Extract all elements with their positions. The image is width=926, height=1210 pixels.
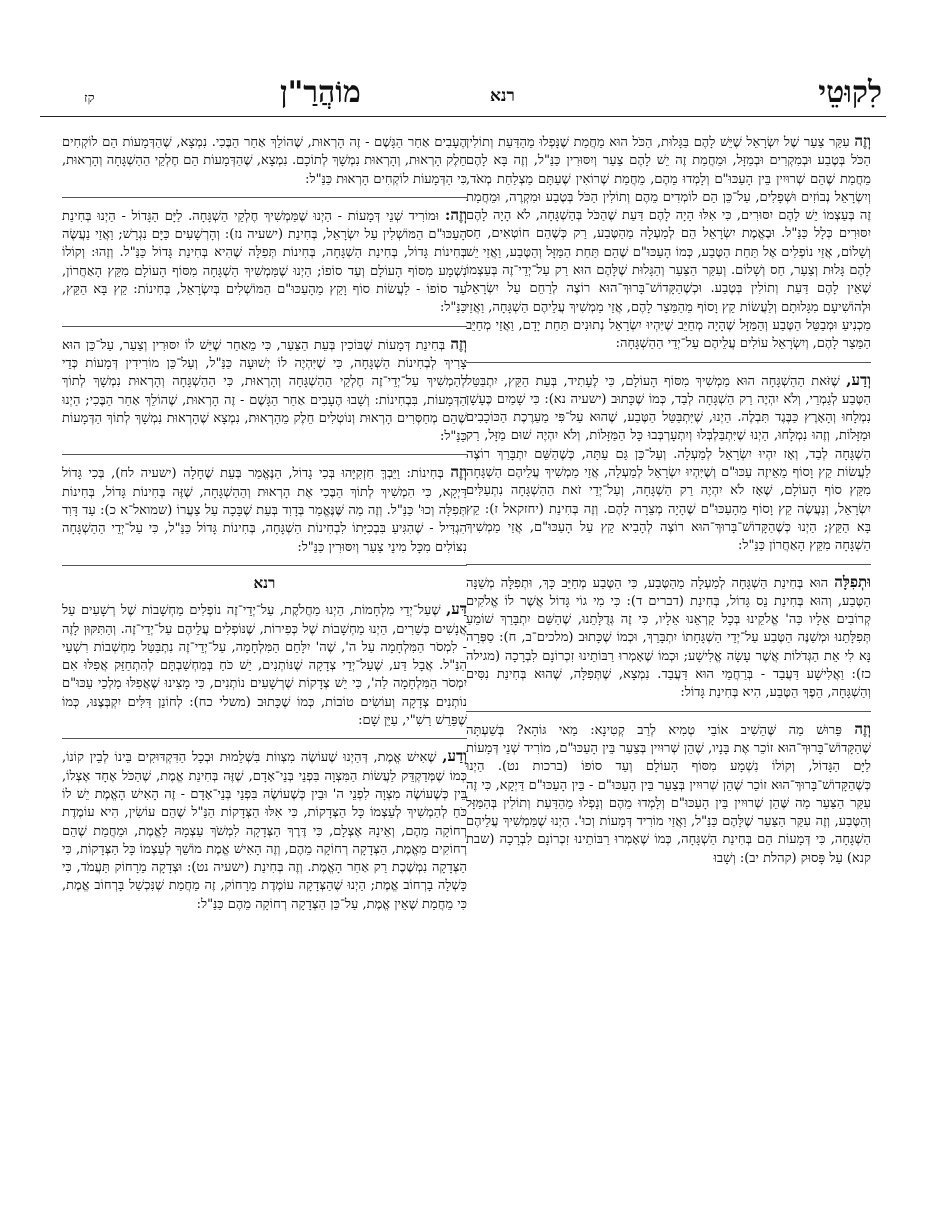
paragraph: [62, 206, 467, 318]
paragraph-lead: וְזֶה:: [444, 205, 467, 224]
paragraph-text: עִקַּר צַעַר שֶׁל יִשְׂרָאֵל שֶׁיֵּשׁ לָהֶם בַּגָּלוּת, הַכֹּל הוּא מֵחֲמַת שֶׁנָּפְלוּ מֵהַדַּעַת וְתוֹלִין הַכֹּל בְּטֶבַע וּבְמִקְרִים וּבְמַזָּל, וּמֵחֲמַת זֶה יֵשׁ לָהֶם צַעַר וְיִסּוּרִין כַּנַּ"ל, וְזֶה בָּא לָהֶם מֵחֲמַת שֶׁהֵם שְׁרוּיִין בֵּין הָעַכּוּ"ם וְלָמְדוּ מֵהֶם, מֵחֲמַת שֶׁרוֹאִין שֶׁעַתָּם מַצְלַחַת מְאֹד, וְיִשְׂרָאֵל נְבוֹזִים וּשְׁפָלִים, עַל־כֵּן הֵם לוֹמְדִים מֵהֶם וְתוֹלִין הַכֹּל בְּטֶבַע וּמִקְרֶה, וּמֵחֲמַת זֶה בְּעַצְמוֹ יֵשׁ לָהֶם יִסּוּרִים, כִּי אִלּוּ הָיָה לָהֶם דַּעַת שֶׁהַכֹּל בְּהַשְׁגָּחָה, לֹא הָיָה לָהֶם יִסּוּרִים כְּלָל כַּנַּ"ל. וּבֶאֱמֶת יִשְׂרָאֵל הֵם לְמַעְלָה מֵהַטֶּבַע, רַק כְּשֶׁהֵם חוֹטְאִים, חַס וְשָׁלוֹם, אֲזַי נוֹפְלִים אֶל תַּחַת הַטֶּבַע, כְּמוֹ הָעַכּוּ"ם שֶׁהֵם תַּחַת הַמַּזָּל וְהַטֶּבַע, וַאֲזַי יֵשׁ לָהֶם גָּלוּת וְצַעַר, חַס וְשָׁלוֹם. וְעִקַּר הַצַּעַר וְהַגָּלוּת שֶׁלָּהֶם הוּא רַק עַל־יְדֵי־זֶה בְּעַצְמוֹ שֶׁאֵין לָהֶם דַּעַת וְתוֹלִין בְּטֶבַע. וּכְשֶׁהַקָּדוֹשׁ־בָּרוּךְ־הוּא רוֹצֶה לְרַחֵם עַל יִשְׂרָאֵל וּלְהוֹשִׁיעָם מִגָּלוּתָם וְלַעֲשׂוֹת קֵץ וָסוֹף מֵהַמֵּצַר לָהֶם, אֲזַי מַמְשִׁיךְ עֲלֵיהֶם הַשְׁגָּחָה, וַאֲזַי מַכְנִיעַ וּמְבַטֵּל הַטֶּבַע וְהַמַּזָּל שֶׁהָיָה מְחַיֵּב שֶׁיִּהְיוּ יִשְׂרָאֵל נְתוּנִים תַּחַת יָדָם, וַאֲזַי מְחַיֵּב הַמֵּצַר לָהֶם, וְיִשְׂרָאֵל עוֹלִים עֲלֵיהֶם עַל־יְדֵי הַהַשְׁגָּחָה:: [466, 135, 871, 352]
paragraph-text: וּמוֹרִיד שְׁנֵי דְּמָעוֹת - הַיְנוּ שֶׁמַּמְשִׁיךְ חֶלְקֵי הַשְׁגָּחָה. לַיָּם הַגָּדוֹל - הַיְנוּ בְּחִינַת הָעַכּוּ"ם הַמּוֹשְׁלִין עַל יִשְׂרָאֵל, בְּחִינַת (ישעיה נז): וְהָרְשָׁעִים כַּיָּם נִגְרָשׁ; וַאֲזַי נַעֲשֶׂה בְּחִינוֹת גָּדוֹל, בְּחִינַת הַשְׁגָּחָה, בְּחִינוֹת תְּפִלָּה שֶׁהִיא בְּחִינַת גָּדוֹל כַּנַּ"ל. וְזֶהוּ: וְקוֹלוֹ נִשְׁמָע מִסּוֹף הָעוֹלָם וְעַד סוֹפוֹ; הַיְנוּ שֶׁמַּמְשִׁיךְ הַשְׁגָּחָה מִסּוֹף הָעוֹלָם מִקֵּץ הָאַחֲרוֹן, עַד סוֹפוֹ - לַעֲשׂוֹת סוֹף וָקֵץ מֵהָעַכּוּ"ם הַמּוֹשְׁלִים בְּיִשְׂרָאֵל, בְּחִינוֹת: קֵץ בָּא הַקֵּץ, כַּנַּ"ל:: [62, 208, 467, 316]
book-title-left: מוֹהֲרַ"ן: [280, 75, 361, 110]
paragraph-text: הֶעָבִים אַחַר הַגָּשֶׁם - זֶה הָרְאוּת, שֶׁהוֹלֵךְ אַחַר הַבֶּכִי. נִמְצָא, שֶׁהַדְּמָעוֹת הֵם לוֹקְחִים חֵלֶק הָרְאוּת, וְהָרְאוּת נִמְשָׁךְ לְתוֹכָם. נִמְצָא, שֶׁהַדְּמָעוֹת הֵם חֶלְקֵי הַהַשְׁגָּחָה וְהָרְאוּת, כִּי הַדְּמָעוֹת לוֹקְחִים הָרְאוּת כַּנַּ"ל:: [62, 135, 467, 187]
paragraph-lead: וְזֶה: [854, 132, 871, 150]
paragraph: [62, 335, 467, 447]
divider: [62, 197, 467, 198]
paragraph: [62, 600, 467, 730]
paragraph: [62, 747, 467, 914]
paragraph: [466, 132, 871, 354]
paragraph: [62, 463, 467, 556]
book-title-right: לִקוּטֵי: [818, 75, 882, 110]
page-header: [40, 70, 886, 117]
divider: [62, 454, 467, 455]
paragraph: [466, 573, 871, 703]
paragraph-lead: וְזֶה: [854, 719, 871, 738]
paragraph-lead: וְזֶה: [450, 463, 467, 482]
divider: [466, 711, 871, 712]
paragraph-text: בְּחִינוֹת: וַיֵּבְךְּ חִזְקִיָּהוּ בְּכִי גָדוֹל, הַנֶּאֱמַר בְּעֵת שֶׁחָלָה (ישעיה לח), בְּכִי גָּדוֹל דַּיְקָא, כִּי הִמְשִׁיךְ לְתוֹךְ הַבֶּכִי אֶת הָרְאוּת וְהַהַשְׁגָּחָה, שֶׁזֶּה בְּחִינוֹת גָּדוֹל, בְּחִינוֹת תְּפִלָּה וְכוּ' כַּנַּ"ל. וְזֶה מַה שֶּׁנֶּאֱמַר בְּדָוִד בְּעֵת שֶׁבָּכָה עַל צַעֲרוֹ (שמואל־א כ): עַד דָּוִד הִגְדִּיל - שֶׁהִגִּיעַ בִּבְכִיָּתוֹ לִבְחִינוֹת הַשְׁגָּחָה, בְּחִינוֹת גָּדוֹל כַּנַּ"ל, כִּי עַל־יְדֵי הַהַשְׁגָּחָה נִצּוֹלִים מִכָּל מִינֵי צַעַר וְיִסּוּרִין כַּנַּ"ל:: [62, 466, 467, 555]
paragraph-text: בְּחִינַת דְּמָעוֹת שֶׁבּוֹכִין בְּעֵת הַצַּעַר, כִּי מֵאַחַר שֶׁיֵּשׁ לוֹ יִסּוּרִין וְצַעַר, עַל־כֵּן הוּא צָרִיךְ לְבְחִינוֹת הַשְׁגָּחָה, כִּי שֶׁיִּהְיֶה לוֹ יְשׁוּעָה כַּנַּ"ל, וְעַל־כֵּן מוֹרִידִין דְּמָעוֹת כְּדֵי לְהַמְשִׁיךְ עַל־יְדֵי־זֶה חֶלְקֵי הַהַשְׁגָּחָה וְהָרְאוּת, כִּי הַהַשְׁגָּחָה וְהָרְאוּת נִמְשָׁךְ לְתוֹךְ הַדְּמָעוֹת, בִּבְחִינוֹת: וְשָׁבוּ הֶעָבִים אַחַר הַגָּשֶׁם - זֶה הָרְאוּת, שֶׁהוֹלֵךְ אַחַר הַבֶּכִי; הַיְנוּ שֶׁהֵם מְחַסְּרִים הָרְאוּת וְנוֹטְלִים חֵלֶק מֵהָרְאוּת, נִמְצָא שֶׁהָרְאוּת נִמְשָׁךְ לְתוֹךְ הַדְּמָעוֹת כַּנַּ"ל:: [62, 337, 467, 445]
paragraph-lead: וְזֶה: [450, 334, 467, 353]
paragraph-text: פֵּרוּשׁ מַה שֶּׁהֵשִׁיב אוֹבֵי טְמִיא לְרַב קְטִינָא: מַאי גּוֹהָא? בְּשַׁעְתָּה שֶׁהַקָּדוֹשׁ־בָּרוּךְ־הוּא זוֹכֵר אֶת בָּנָיו, שֶׁהֵן שְׁרוּיִין בְּצַעַר בֵּין הָעַכּוּ"ם, מוֹרִיד שְׁנֵי דְּמָעוֹת לַיָּם הַגָּדוֹל, וְקוֹלוֹ נִשְׁמָע מִסּוֹף הָעוֹלָם וְעַד סוֹפוֹ (ברכות נט). הַיְנוּ כְּשֶׁהַקָּדוֹשׁ־בָּרוּךְ־הוּא זוֹכֵר שֶׁהֵן שְׁרוּיִין בְּצַעַר בֵּין הָעַכּוּ"ם - בֵּין הָעַכּוּ"ם דַּיְקָא, כִּי זֶה עִקַּר הַצַּעַר מַה שֶּׁהֵן שְׁרוּיִין בֵּין הָעַכּוּ"ם וְלָמְדוּ מֵהֶם וְנָפְלוּ מֵהַדַּעַת וְתוֹלִין בְּהַמַּזָּל וְהַטֶּבַע, וְזֶה עִקַּר הַצַּעַר שֶׁלָּהֶם כַּנַּ"ל, וַאֲזַי מוֹרִיד דְּמָעוֹת וְכוּ'. הַיְנוּ שֶׁמַּמְשִׁיךְ עֲלֵיהֶם הַשְׁגָּחָה, כִּי דְּמָעוֹת הֵם בְּחִינַת הַשְׁגָּחָה, כְּמוֹ שֶׁאָמְרוּ רַבּוֹתֵינוּ זִכְרוֹנָם לִבְרָכָה (שבת קנא) עַל פָּסוּק (קהלת יב): וְשָׁבוּ: [466, 722, 871, 866]
paragraph-lead: דַּע,: [446, 600, 467, 619]
divider: [62, 738, 467, 739]
paragraph-lead: וְדַע,: [846, 370, 871, 389]
paragraph-text: שֶׁעַל־יְדֵי מִלְחָמוֹת, הַיְנוּ מַחֲלֹקֶת, עַל־יְדֵי־זֶה נוֹפְלִים מַחְשָׁבוֹת שֶׁל רְשָׁעִים עַל אֲנָשִׁים כְּשֵׁרִים, הַיְנוּ מַחְשָׁבוֹת שֶׁל כְּפִירוֹת, שֶׁנּוֹפְלִים עֲלֵיהֶם עַל־יְדֵי־זֶה. וְהַתִּקּוּן לָזֶה - לִמְסֹר הַמִּלְחָמָה עַל ה', שֶׁה' יִלָּחֵם הַמִּלְחָמָה, עַל־יְדֵי־זֶה נִתְבַּטֵּל מַחְשְׁבוֹת רִשְׁעֵי הַנַּ"ל. אֲבָל דַּע, שֶׁעַל־יְדֵי צְדָקָה שֶׁנּוֹתְנִים, יֵשׁ כֹּחַ בְּמַחְשַׁבְתָּם לְהִתְחַזֵּק אֲפִלּוּ אִם יִמְסֹר הַמִּלְחָמָה לַה', כִּי יֵשׁ צְדָקוֹת שֶׁרְשָׁעִים נוֹתְנִים, כִּי מָצִינוּ שֶׁאֲפִלּוּ מַלְכֵי עַכּוּ"ם נוֹתְנִים צְדָקָה וְעוֹשִׂים טוֹבוֹת, כְּמוֹ שֶׁכָּתוּב (משלי כח): לְחוֹנֵן דַּלִּים יִקְבְּצֶנּוּ, כְּמוֹ שֶׁפֵּרֵשׁ רַשִׁ"י, עַיֵּן שָׁם:: [62, 603, 467, 729]
divider: [466, 362, 871, 363]
paragraph: [62, 132, 467, 189]
paragraph: [466, 371, 871, 556]
paragraph-lead: וְדַע,: [442, 747, 467, 766]
paragraph: [466, 720, 871, 868]
paragraph-lead: וּתְפִלָּה: [834, 572, 871, 591]
divider: [466, 564, 871, 565]
left-column: [62, 132, 467, 1192]
siman-number: רנא: [490, 86, 515, 106]
right-column: [466, 132, 871, 1192]
paragraph-text: הוּא בְּחִינַת הַשְׁגָּחָה לְמַעְלָה מֵהַטֶּבַע, כִּי הַטֶּבַע מְחַיֵּב כָּךְ, וּתְפִלָּה מְשַׁנָּה הַטֶּבַע, וְהוּא בְּחִינַת נֵס גָּדוֹל, בְּחִינַת (דברים ד): כִּי מִי גוֹי גָּדוֹל אֲשֶׁר לוֹ אֱלֹקִים קְרוֹבִים אֵלָיו כַּה' אֱלֹקֵינוּ בְּכָל קָרְאֵנוּ אֵלָיו, כִּי זֶה גְּדֻלָּתֵנוּ, שֶׁהַשֵּׁם יִתְבָּרַךְ שׁוֹמֵעַ תְּפִלָּתֵנוּ וּמְשַׁנֶּה הַטֶּבַע עַל־יְדֵי הַשְׁגָּחָתוֹ יִתְבָּרַךְ, וּכְמוֹ שֶׁכָּתוּב (מלכים־ב, ח): סַפְּרָה נָּא לִי אֵת הַגְּדֹלוֹת אֲשֶׁר עָשָׂה אֱלִישָׁע; וּכְמוֹ שֶׁאָמְרוּ רַבּוֹתֵינוּ זִכְרוֹנָם לִבְרָכָה (מגילה כז): וַאֲלִישָׁע דַּעֲבַד - בְּרַחֲמֵי הוּא דַּעֲבַד. נִמְצָא, שֶׁתְּפִלָּה, שֶׁהוּא בְּחִינַת נִסִּים וְהַשְׁגָּחָה, הֵפֶךְ הַטֶּבַע, הִיא בְּחִינַת גָּדוֹל:: [466, 575, 871, 701]
page-number: קז: [84, 91, 95, 106]
divider: [62, 565, 467, 566]
paragraph-text: שֶׁאִישׁ אֱמֶת, דְּהַיְנוּ שֶׁעוֹשֶׂה מִצְווֹת בִּשְׁלֵמוּת וּבְכָל הַדִּקְדּוּקִים בֵּינוֹ לְבֵין קוֹנוֹ, כְּמוֹ שֶׁמְּדַקְדֵּק לַעֲשׂוֹת הַמִּצְוָה בִּפְנֵי בְּנֵי־אָדָם, שֶׁזֶּה בְּחִינַת אֱמֶת, שֶׁהַכֹּל אֶחָד אֶצְלוֹ, בֵּין כְּשֶׁעוֹשֶׂה מִצְוָה לִפְנֵי ה' וּבֵין כְּשֶׁעוֹשֶׂה בִּפְנֵי בְּנֵי־אָדָם - זֶה הָאִישׁ הָאֱמֶת יֵשׁ לוֹ כֹּחַ לְהַמְשִׁיךְ לְעַצְמוֹ כָּל הַצְּדָקוֹת, כִּי אִלּוּ הַצְּדָקוֹת הַנַּ"ל שֶׁהֵם עוֹשִׂין, הִיא עוֹמֶדֶת רְחוֹקָה מֵהֶם, וְאֵינָהּ אֶצְלָם, כִּי דֶּרֶךְ הַצְּדָקָה לִמְשֹׁךְ עַצְמָהּ לָאֱמֶת, וּמֵחֲמַת שֶׁהֵם רְחוֹקִים מֵאֱמֶת, הַצְּדָקָה רְחוֹקָה מֵהֶם, וְזֶה הָאִישׁ אֱמֶת מוֹשֵׁךְ לְעַצְמוֹ כָּל הַצְּדָקוֹת, כִּי הַצְּדָקָה נִמְשֶׁכֶת רַק אַחַר הָאֱמֶת. וְזֶה בְּחִינַת (ישעיה נט): וּצְדָקָה מֵרָחוֹק תַּעֲמֹד, כִּי כָּשְׁלָה בָרְחוֹב אֱמֶת; הַיְנוּ שֶׁהַצְּדָקָה עוֹמֶדֶת מֵרָחוֹק, זֶה מֵחֲמַת שֶׁנִּכְשַׁל בָּרְחוֹב אֱמֶת, כִּי מֵחֲמַת שֶׁאֵין אֱמֶת, עַל־כֵּן הַצְּדָקָה רְחוֹקָה מֵהֶם כַּנַּ"ל:: [62, 750, 467, 912]
divider: [62, 326, 467, 327]
section-title: רנא: [253, 573, 276, 592]
paragraph-text: שֶׁזֹּאת הַהַשְׁגָּחָה הוּא מַמְשִׁיךְ מִסּוֹף הָעוֹלָם, כִּי לֶעָתִיד, בְּעֵת הַקֵּץ, יִתְבַּטֵּל הַטֶּבַע לְגַמְרֵי, וְלֹא יִהְיֶה רַק הַשְׁגָּחָה לְבַד, כְּמוֹ שֶׁכָּתוּב (ישעיה נא): כִּי שָׁמַיִם כֶּעָשָׁן נִמְלָחוּ וְהָאָרֶץ כַּבֶּגֶד תִּבְלֶה. הַיְנוּ, שֶׁיִּתְבַּטֵּל הַטֶּבַע, שֶׁהוּא עַל־פִּי מַעַרֶכֶת הַכּוֹכָבִים וּמַזָּלוֹת, וְזֶהוּ נִמְלָחוּ, הַיְנוּ שֶׁיִּתְבַּלְבְּלוּ וְיִתְעָרְבְּבוּ כָּל הַמַּזָּלוֹת, וְלֹא יִהְיֶה שׁוּם מַזָּל, רַק הַשְׁגָּחָה לְבַד, וְאָז יִהְיוּ יִשְׂרָאֵל לְמַעְלָה. וְעַל־כֵּן גַּם עַתָּה, כְּשֶׁהַשֵּׁם יִתְבָּרַךְ רוֹצֶה לַעֲשׂוֹת קֵץ וָסוֹף מֵאֵיזֶה עַכּוּ"ם וְשֶׁיִּהְיוּ יִשְׂרָאֵל לְמַעְלָה, אֲזַי מַמְשִׁיךְ עֲלֵיהֶם הַשְׁגָּחָה מִקֵּץ סוֹף הָעוֹלָם, שֶׁאָז לֹא יִהְיֶה רַק הַשְׁגָּחָה, וְעַל־יְדֵי זֹאת הַהַשְׁגָּחָה נִתְעַלִּים יִשְׂרָאֵל, וְנַעֲשֶׂה קֵץ וָסוֹף מֵהָעַכּוּ"ם שֶׁהָיָה מְצֵרָה לָהֶם. וְזֶה בְּחִינַת (יחזקאל ז): קֵץ בָּא הַקֵּץ; הַיְנוּ כְּשֶׁהַקָּדוֹשׁ־בָּרוּךְ־הוּא רוֹצֶה לְהָבִיא קֵץ עַל הָעַכּוּ"ם, אֲזַי מַמְשִׁיךְ הַשְׁגָּחָה מִקֵּץ הָאַחֲרוֹן כַּנַּ"ל:: [466, 373, 871, 554]
